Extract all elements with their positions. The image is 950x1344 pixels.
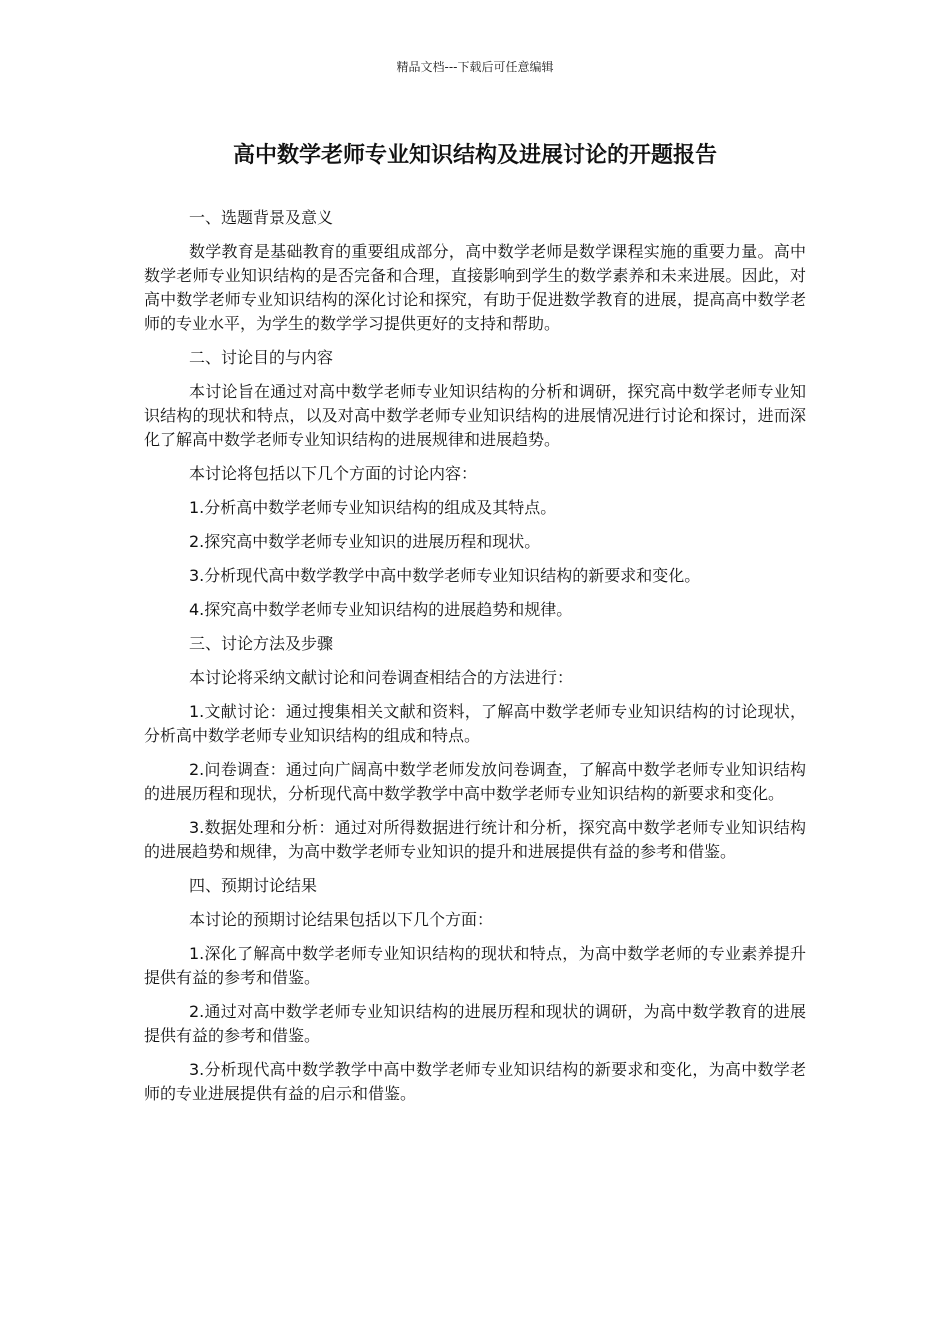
section-heading-method: 三、讨论方法及步骤 <box>189 634 334 653</box>
list-item-content-3: 3.分析现代高中数学教学中高中数学老师专业知识结构的新要求和变化。 <box>189 566 701 585</box>
document-title: 高中数学老师专业知识结构及进展讨论的开题报告 <box>232 143 717 168</box>
paragraph-content-intro: 本讨论将包括以下几个方面的讨论内容： <box>189 464 478 483</box>
section-heading-background: 一、选题背景及意义 <box>189 208 334 227</box>
list-item-content-2: 2.探究高中数学老师专业知识的进展历程和现状。 <box>189 532 541 551</box>
section-heading-results: 四、预期讨论结果 <box>189 876 318 895</box>
list-item-method-1: 1.文献讨论：通过搜集相关文献和资料，了解高中数学老师专业知识结构的讨论现状，分析高中数学老师专业知识结构的组成和特点。 <box>144 702 806 745</box>
list-item-method-2: 2.问卷调查：通过向广阔高中数学老师发放问卷调查，了解高中数学老师专业知识结构的进展历程和现状，分析现代高中数学教学中高中数学老师专业知识结构的新要求和变化。 <box>144 760 806 803</box>
list-item-result-1: 1.深化了解高中数学老师专业知识结构的现状和特点，为高中数学老师的专业素养提升提供有益的参考和借鉴。 <box>144 944 806 987</box>
paragraph-purpose: 本讨论旨在通过对高中数学老师专业知识结构的分析和调研，探究高中数学老师专业知识结构的现状和特点，以及对高中数学老师专业知识结构的进展情况进行讨论和探讨，进而深化了解高中数学老师专业知识结构的进展规律和进展趋势。 <box>144 382 806 449</box>
list-item-content-4: 4.探究高中数学老师专业知识结构的进展趋势和规律。 <box>189 600 573 619</box>
page-header: 精品文档---下载后可任意编辑 <box>396 60 554 74</box>
list-item-result-2: 2.通过对高中数学老师专业知识结构的进展历程和现状的调研，为高中数学教育的进展提供有益的参考和借鉴。 <box>144 1002 806 1045</box>
list-item-content-1: 1.分析高中数学老师专业知识结构的组成及其特点。 <box>189 498 557 517</box>
paragraph-method-intro: 本讨论将采纳文献讨论和问卷调查相结合的方法进行： <box>189 668 574 687</box>
paragraph-background: 数学教育是基础教育的重要组成部分，高中数学老师是数学课程实施的重要力量。高中数学老师专业知识结构的是否完备和合理，直接影响到学生的数学素养和未来进展。因此，对高中数学老师专业知识结构的深化讨论和探究，有助于促进数学教育的进展，提高高中数学老师的专业水平，为学生的数学学习提供更好的支持和帮助。 <box>144 242 806 333</box>
section-heading-purpose: 二、讨论目的与内容 <box>189 348 334 367</box>
paragraph-results-intro: 本讨论的预期讨论结果包括以下几个方面： <box>189 910 494 929</box>
document-body <box>144 206 806 1116</box>
list-item-method-3: 3.数据处理和分析：通过对所得数据进行统计和分析，探究高中数学老师专业知识结构的进展趋势和规律，为高中数学老师专业知识的提升和进展提供有益的参考和借鉴。 <box>144 818 806 861</box>
list-item-result-3: 3.分析现代高中数学教学中高中数学老师专业知识结构的新要求和变化，为高中数学老师的专业进展提供有益的启示和借鉴。 <box>144 1060 806 1103</box>
